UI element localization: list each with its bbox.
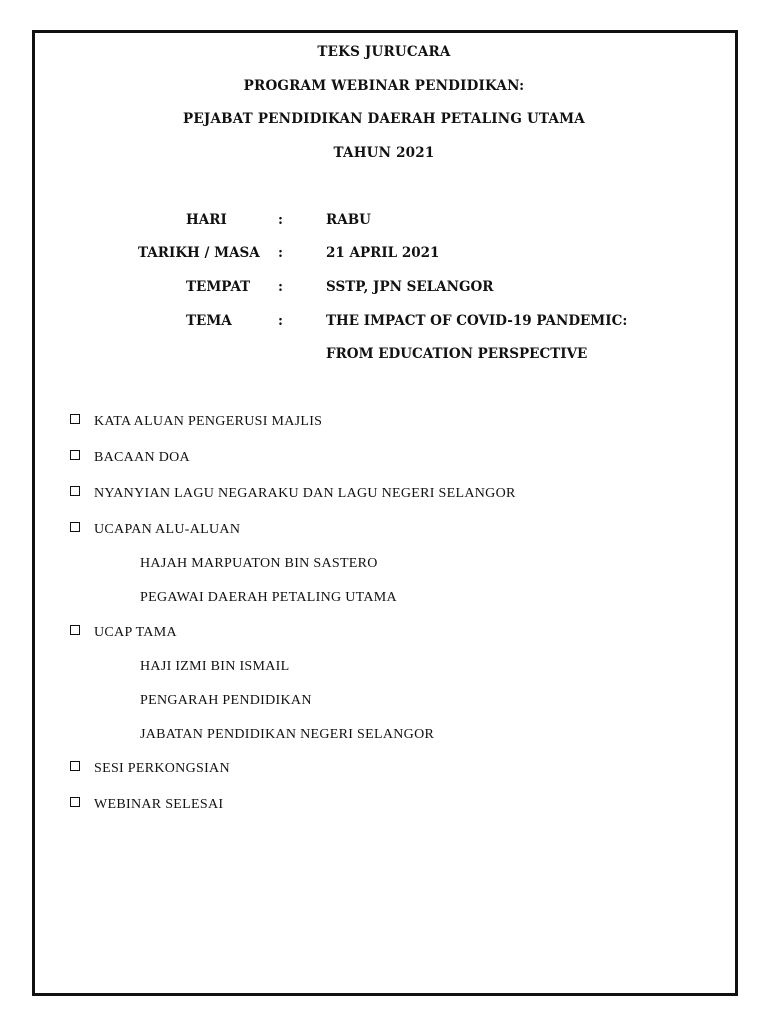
checkbox-icon: [70, 761, 80, 771]
agenda-item-ucap-tama: [70, 625, 177, 641]
checkbox-icon: [70, 486, 80, 496]
agenda-item-bacaan-doa: [70, 450, 190, 466]
agenda-item-label: KATA ALUAN PENGERUSI MAJLIS: [94, 414, 323, 429]
program-title: PROGRAM WEBINAR PENDIDIKAN:: [243, 78, 525, 94]
tarikh-label: TARIKH / MASA: [138, 245, 260, 261]
checkbox-icon: [70, 797, 80, 807]
tema-label: TEMA: [186, 313, 232, 329]
tema-value-line2: FROM EDUCATION PERSPECTIVE: [326, 346, 588, 362]
speaker-title: PEGAWAI DAERAH PETALING UTAMA: [140, 590, 397, 605]
keynote-name: HAJI IZMI BIN ISMAIL: [140, 659, 290, 674]
tarikh-colon: :: [278, 245, 283, 261]
office-title: PEJABAT PENDIDIKAN DAERAH PETALING UTAMA: [183, 111, 585, 127]
agenda-item-kata-aluan: [70, 414, 322, 430]
hari-colon: :: [278, 212, 283, 228]
checkbox-icon: [70, 625, 80, 635]
hari-label: HARI: [186, 212, 227, 228]
document-border: [32, 30, 738, 996]
agenda-item-label: UCAPAN ALU-ALUAN: [94, 522, 241, 537]
agenda-item-label: SESI PERKONGSIAN: [94, 761, 230, 776]
checkbox-icon: [70, 414, 80, 424]
tarikh-value: 21 APRIL 2021: [326, 245, 440, 261]
agenda-item-webinar-selesai: [70, 797, 223, 813]
tema-colon: :: [278, 313, 283, 329]
checkbox-icon: [70, 522, 80, 532]
tempat-value: SSTP, JPN SELANGOR: [326, 279, 494, 295]
tema-value-line1: THE IMPACT OF COVID-19 PANDEMIC:: [326, 313, 628, 329]
checkbox-icon: [70, 450, 80, 460]
doc-title: TEKS JURUCARA: [317, 44, 451, 60]
agenda-item-label: NYANYIAN LAGU NEGARAKU DAN LAGU NEGERI SELANGOR: [94, 486, 516, 501]
tempat-colon: :: [278, 279, 283, 295]
hari-value: RABU: [326, 212, 371, 228]
speaker-name: HAJAH MARPUATON BIN SASTERO: [140, 556, 378, 571]
agenda-item-label: WEBINAR SELESAI: [94, 797, 224, 812]
tempat-label: TEMPAT: [186, 279, 251, 295]
keynote-department: JABATAN PENDIDIKAN NEGERI SELANGOR: [140, 727, 435, 742]
agenda-item-label: UCAP TAMA: [94, 625, 177, 640]
keynote-title: PENGARAH PENDIDIKAN: [140, 693, 312, 708]
year-title: TAHUN 2021: [333, 145, 435, 161]
agenda-item-nyanyian: [70, 486, 516, 502]
agenda-item-ucapan: [70, 522, 240, 538]
agenda-item-sesi-perkongsian: [70, 761, 230, 777]
agenda-item-label: BACAAN DOA: [94, 450, 190, 465]
